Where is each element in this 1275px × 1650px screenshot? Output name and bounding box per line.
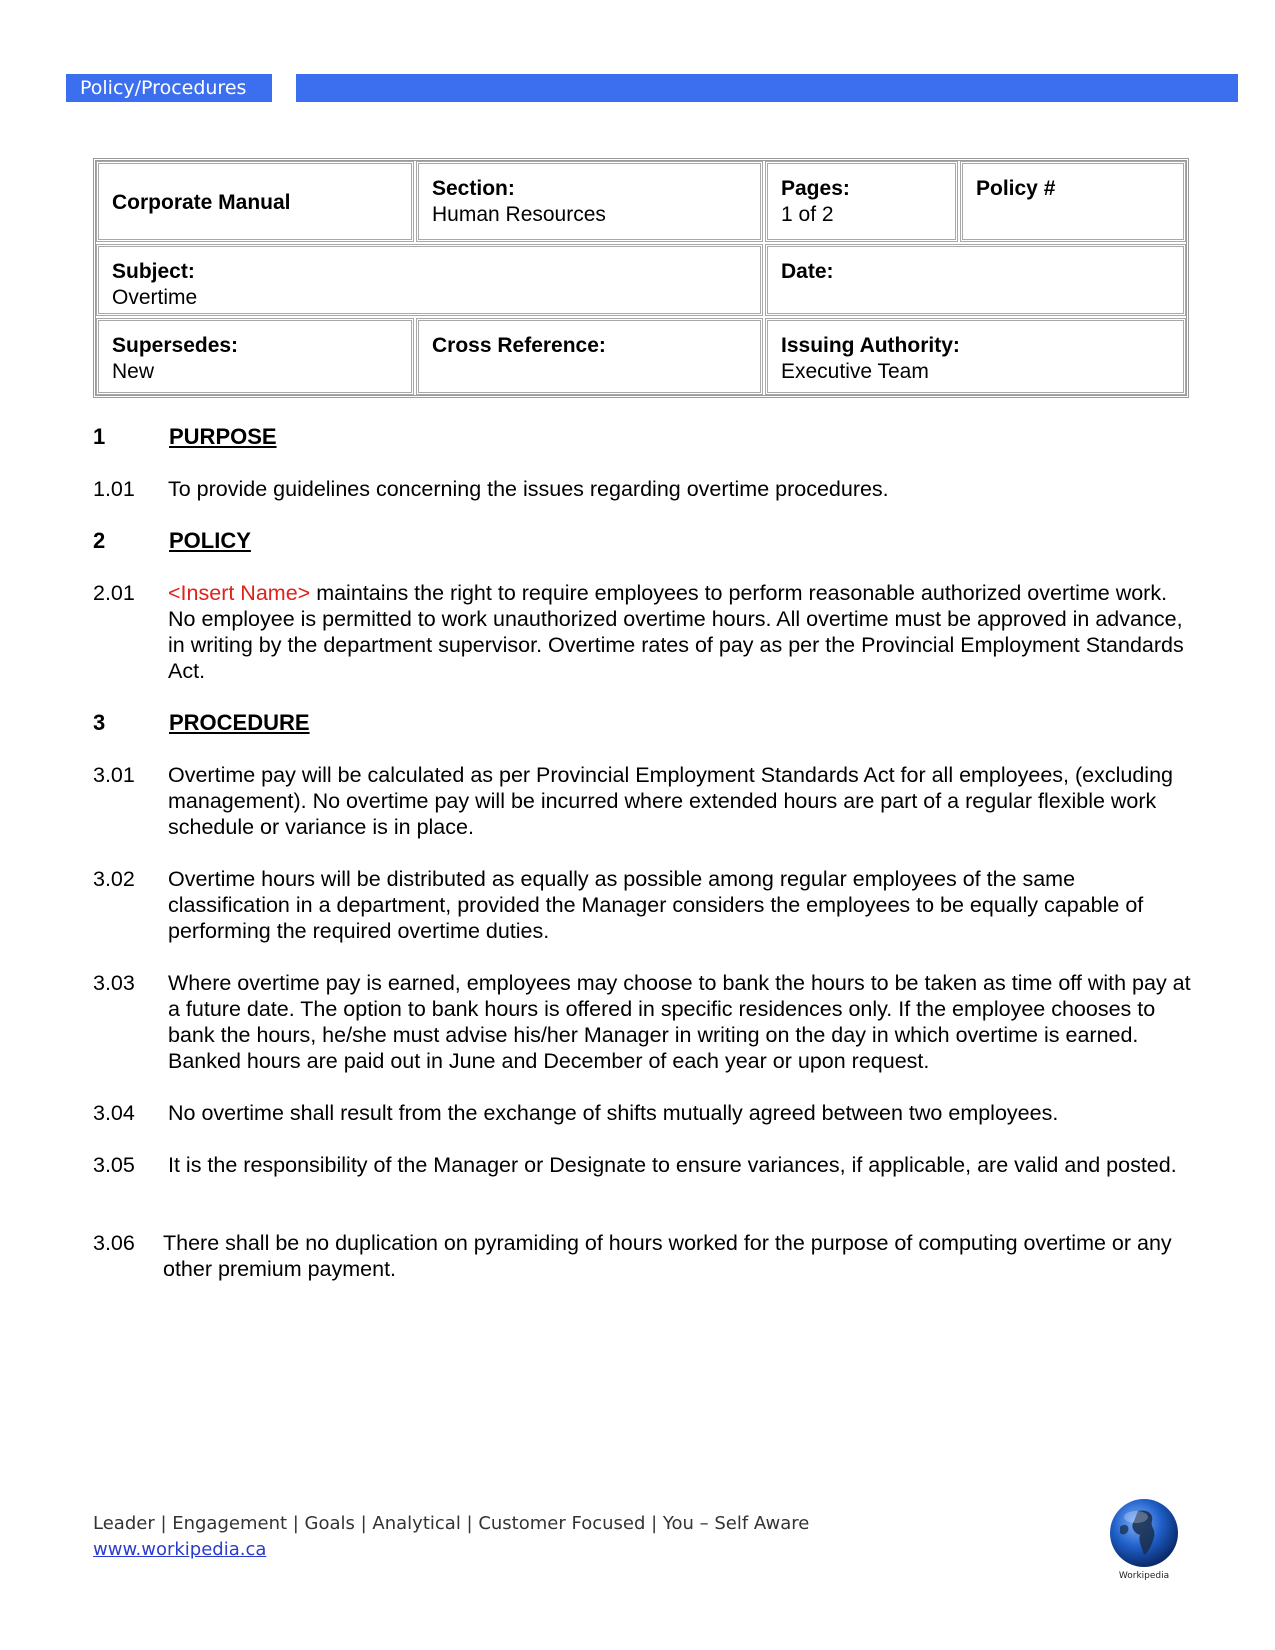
paragraph-number: 3.01 [93, 763, 135, 787]
section-number: 1 [93, 424, 106, 449]
pages-label: Pages: [781, 177, 850, 200]
paragraph-text: Overtime pay will be calculated as per Provincial Employment Standards Act for all employees, (excluding management). No overtime pay will be incurred where extended hours are part of a regular flexible work schedule or variance is in place. [168, 763, 1173, 839]
paragraph-text: Where overtime pay is earned, employees may choose to bank the hours to be taken as time off with pay at a future date. The option to bank hours is offered in specific residences only. If the employee chooses to bank the hours, he/she must advise his/her Manager in writing on the day in which overtime is earned. Banked hours are paid out in June and December of each year or upon request. [168, 971, 1191, 1073]
subject-label: Subject: [112, 260, 195, 283]
manual-title: Corporate Manual [112, 191, 291, 214]
section-number: 3 [93, 710, 106, 735]
globe-icon [1108, 1497, 1180, 1569]
website-link[interactable]: www.workipedia.ca [93, 1539, 267, 1560]
manual-cell [96, 161, 414, 242]
date-cell [765, 244, 1186, 316]
supersedes-value: New [112, 360, 155, 383]
issuing-authority-cell [765, 318, 1186, 395]
policy-number-label: Policy # [976, 177, 1056, 200]
section-number: 2 [93, 528, 106, 553]
paragraph-number: 3.03 [93, 971, 135, 995]
paragraph-number: 3.04 [93, 1101, 135, 1125]
paragraph-number: 1.01 [93, 477, 135, 501]
paragraph-text: Overtime hours will be distributed as equally as possible among regular employees of the same classification in a department, provided the Manager considers the employees to be equally capable of performing the required overtime duties. [168, 867, 1144, 943]
footer-tagline: Leader | Engagement | Goals | Analytical | Customer Focused | You – Self Aware [93, 1513, 810, 1534]
section-label: Section: [432, 177, 515, 200]
pages-value: 1 of 2 [781, 203, 834, 226]
pages-cell [765, 161, 958, 242]
header-bar [296, 74, 1238, 102]
section-title: POLICY [169, 528, 251, 553]
paragraph-number: 3.06 [93, 1231, 135, 1255]
paragraph-text: There shall be no duplication on pyramiding of hours worked for the purpose of computing overtime or any other premium payment. [163, 1231, 1172, 1281]
date-label: Date: [781, 260, 834, 283]
paragraph-text: No overtime shall result from the exchange of shifts mutually agreed between two employees. [168, 1101, 1059, 1125]
section-cell [416, 161, 763, 242]
workipedia-logo [1108, 1497, 1180, 1587]
section-title: PURPOSE [169, 424, 277, 449]
policy-info-table [93, 158, 1189, 398]
insert-name-placeholder: <Insert Name> [168, 581, 311, 605]
cross-reference-label: Cross Reference: [432, 334, 606, 357]
paragraph-number: 3.05 [93, 1153, 135, 1177]
cross-reference-cell [416, 318, 763, 395]
subject-cell [96, 244, 763, 316]
header-label: Policy/Procedures [66, 74, 272, 102]
footer [93, 1511, 809, 1563]
paragraph-text: To provide guidelines concerning the issues regarding overtime procedures. [168, 477, 889, 501]
section-title: PROCEDURE [169, 710, 310, 735]
supersedes-label: Supersedes: [112, 334, 239, 357]
paragraph-number: 2.01 [93, 581, 135, 605]
paragraph-text: maintains the right to require employees to perform reasonable authorized overtime work. No employee is permitted to work unauthorized overtime hours. All overtime must be approved in advance, in writing by the department supervisor. Overtime rates of pay as per the Provincial Employment Standards Act. [168, 581, 1184, 683]
subject-value: Overtime [112, 286, 198, 309]
issuing-authority-label: Issuing Authority: [781, 334, 960, 357]
section-value: Human Resources [432, 203, 606, 226]
logo-caption: Workipedia [1118, 1571, 1170, 1581]
supersedes-cell [96, 318, 414, 395]
issuing-authority-value: Executive Team [781, 360, 929, 383]
policy-number-cell [960, 161, 1186, 242]
paragraph-text: It is the responsibility of the Manager or Designate to ensure variances, if applicable, are valid and posted. [168, 1153, 1177, 1177]
paragraph-number: 3.02 [93, 867, 135, 891]
paragraph-body [168, 580, 1193, 684]
